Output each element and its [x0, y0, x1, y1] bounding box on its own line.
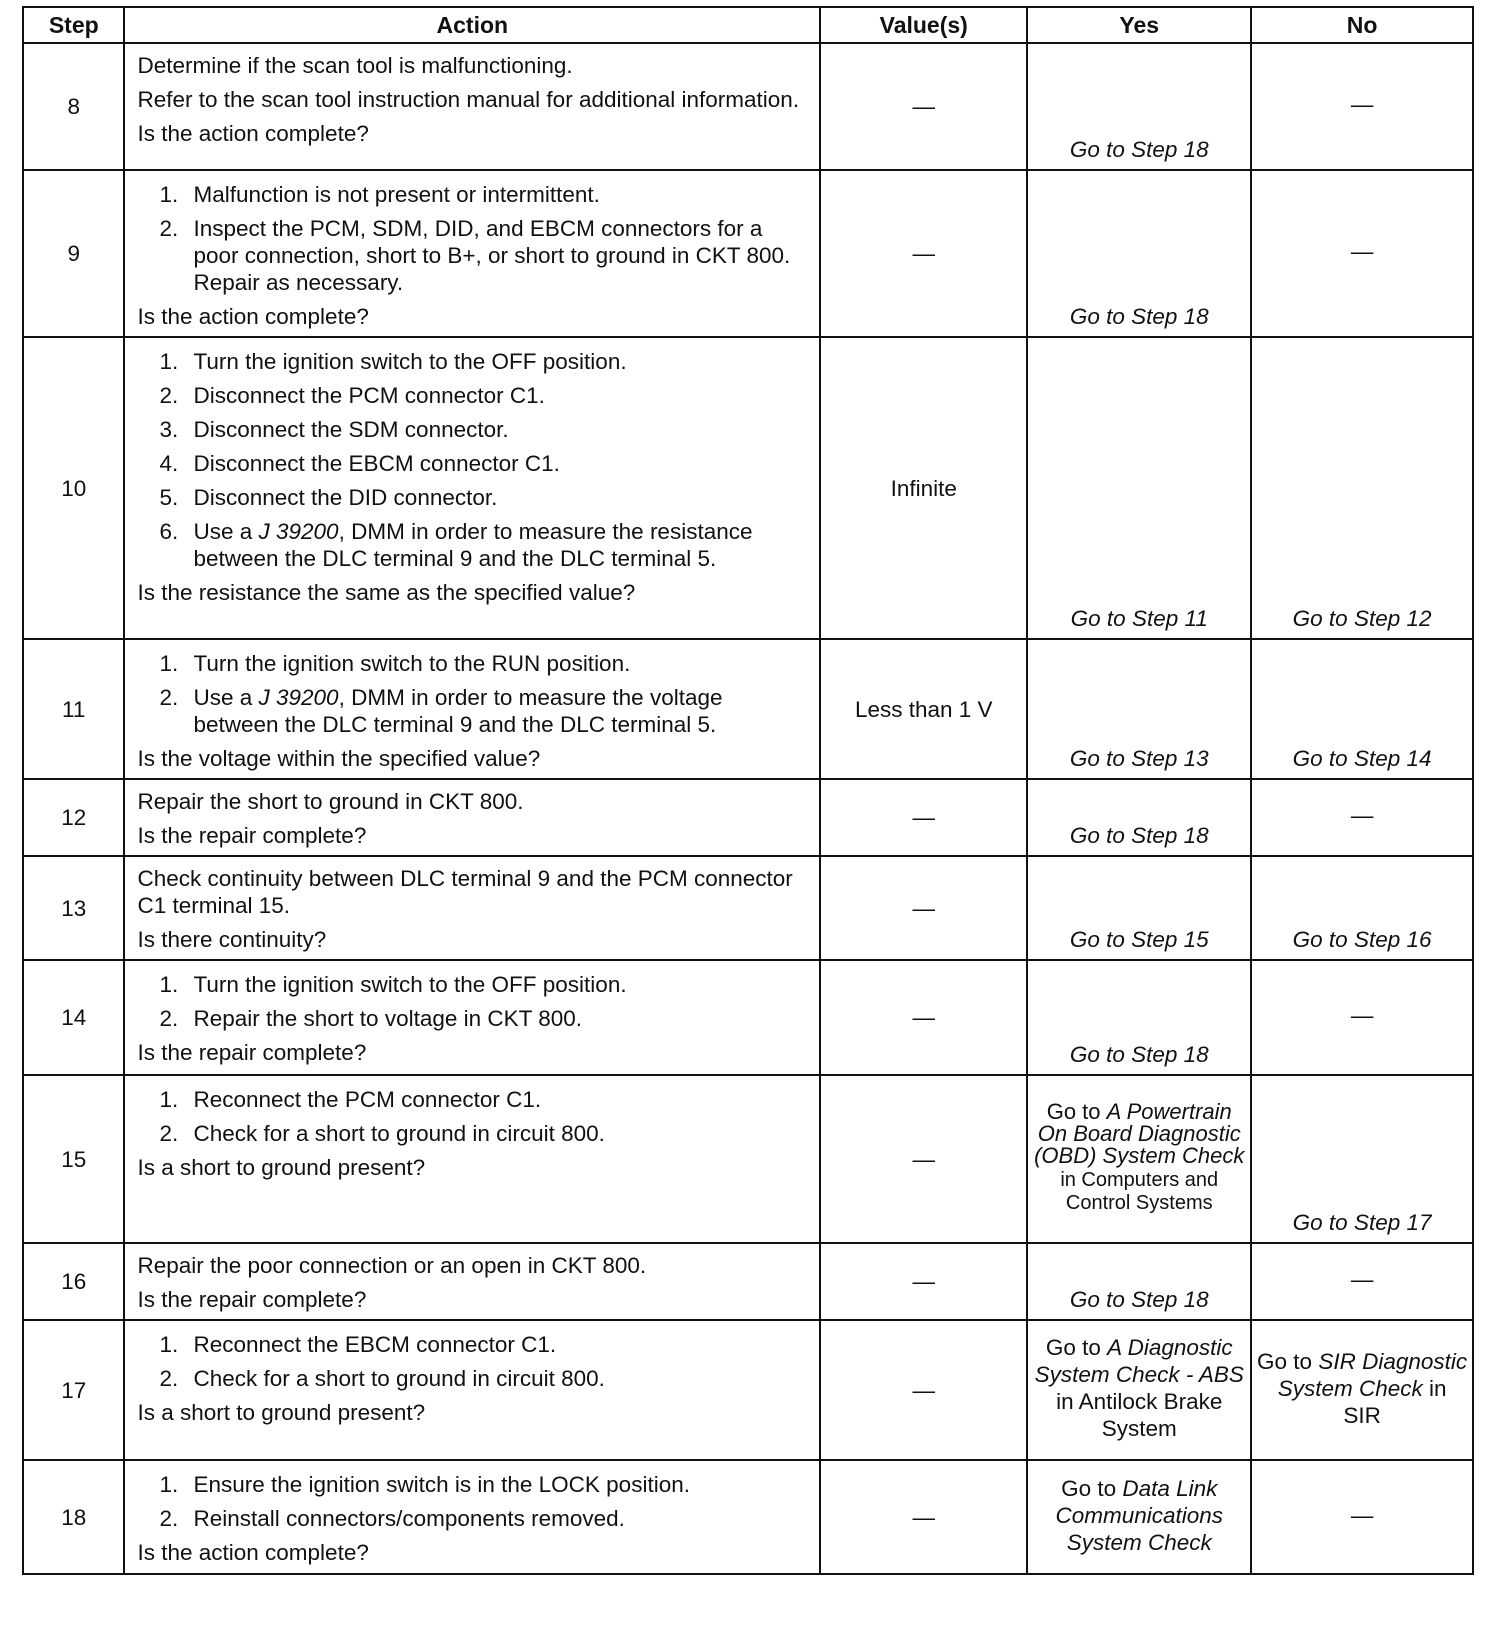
- step-number: 10: [23, 337, 124, 639]
- table-row: [23, 170, 1473, 337]
- action-cell: [124, 856, 820, 960]
- value-cell: —: [820, 1320, 1027, 1460]
- table-row: [23, 779, 1473, 856]
- step-number: 11: [23, 639, 124, 779]
- action-question: Is the voltage within the specified value?: [137, 746, 541, 771]
- table-row: [23, 43, 1473, 170]
- yes-cell: Go to Data Link Communications System Check: [1027, 1460, 1251, 1574]
- diagnostic-link[interactable]: A Powertrain On Board Diagnostic (OBD) System Check: [1034, 1098, 1245, 1168]
- no-cell: —: [1251, 43, 1473, 170]
- action-question: Is the action complete?: [137, 121, 369, 146]
- action-question: Is the repair complete?: [137, 1287, 367, 1312]
- step-header: Step: [23, 7, 124, 43]
- no-cell: —: [1251, 170, 1473, 337]
- diagnostic-link[interactable]: A Diagnostic System Check - ABS: [1034, 1335, 1244, 1387]
- action-cell: [124, 779, 820, 856]
- list-item: 1. Ensure the ignition switch is in the LOCK position.: [159, 1472, 690, 1497]
- action-question: Is there continuity?: [137, 927, 327, 952]
- yes-cell: Go to Step 18: [1027, 1243, 1251, 1320]
- value-cell: —: [820, 1243, 1027, 1320]
- list-item: 1. Reconnect the PCM connector C1.: [159, 1087, 542, 1112]
- table-row: [23, 960, 1473, 1075]
- action-question: Is the repair complete?: [137, 1040, 367, 1065]
- yes-cell: Go to Step 11: [1027, 337, 1251, 639]
- list-item: 4. Disconnect the EBCM connector C1.: [159, 451, 560, 476]
- table-row: [23, 1320, 1473, 1460]
- value-cell: —: [820, 1460, 1027, 1574]
- no-cell: —: [1251, 779, 1473, 856]
- no-cell: —: [1251, 1243, 1473, 1320]
- action-header: Action: [124, 7, 820, 43]
- yes-cell: Go to Step 18: [1027, 43, 1251, 170]
- table-row: [23, 1075, 1473, 1243]
- action-text: Check continuity between DLC terminal 9 and the PCM connector C1 terminal 15.: [137, 866, 793, 918]
- value-cell: —: [820, 170, 1027, 337]
- action-text: Repair the poor connection or an open in CKT 800.: [137, 1253, 647, 1278]
- step-number: 8: [23, 43, 124, 170]
- table-row: [23, 856, 1473, 960]
- value-cell: —: [820, 960, 1027, 1075]
- yes-cell: Go to Step 18: [1027, 960, 1251, 1075]
- action-question: Is a short to ground present?: [137, 1400, 426, 1425]
- no-header: No: [1251, 7, 1473, 43]
- diagnostic-link[interactable]: Data Link Communications System Check: [1055, 1475, 1224, 1555]
- action-cell: [124, 1460, 820, 1574]
- diagnostic-table: [22, 6, 1474, 1575]
- list-item: 1. Malfunction is not present or intermittent.: [159, 182, 600, 207]
- list-item: 1. Reconnect the EBCM connector C1.: [159, 1332, 557, 1357]
- action-cell: [124, 337, 820, 639]
- value-cell: —: [820, 856, 1027, 960]
- action-text: Refer to the scan tool instruction manual for additional information.: [137, 87, 800, 112]
- yes-cell: Go to Step 18: [1027, 779, 1251, 856]
- list-item: 2. Use a J 39200, DMM in order to measure the voltage between the DLC terminal 9 and the DLC terminal 5.: [159, 685, 723, 737]
- value-cell: —: [820, 1075, 1027, 1243]
- value-cell: —: [820, 43, 1027, 170]
- step-number: 18: [23, 1460, 124, 1574]
- diagnostic-link[interactable]: SIR Diagnostic System Check: [1277, 1348, 1468, 1401]
- action-cell: [124, 1075, 820, 1243]
- step-number: 15: [23, 1075, 124, 1243]
- list-item: 1. Turn the ignition switch to the OFF position.: [159, 972, 627, 997]
- step-number: 9: [23, 170, 124, 337]
- yes-cell: Go to Step 18: [1027, 170, 1251, 337]
- yes-cell: Go to A Powertrain On Board Diagnostic (OBD) System Check in Computers and Control Systems: [1027, 1075, 1251, 1243]
- tool-reference: J 39200: [258, 519, 339, 544]
- list-item: 6. Use a J 39200, DMM in order to measure the resistance between the DLC terminal 9 and the DLC terminal 5.: [159, 519, 753, 571]
- list-item: 2. Check for a short to ground in circuit 800.: [159, 1366, 605, 1391]
- action-text: Repair the short to ground in CKT 800.: [137, 789, 524, 814]
- action-question: Is the action complete?: [137, 304, 369, 329]
- list-item: 2. Check for a short to ground in circuit 800.: [159, 1121, 605, 1146]
- no-cell: Go to Step 16: [1251, 856, 1473, 960]
- action-cell: [124, 43, 820, 170]
- tool-reference: J 39200: [258, 685, 339, 710]
- table-row: [23, 639, 1473, 779]
- no-cell: —: [1251, 1460, 1473, 1574]
- list-item: 5. Disconnect the DID connector.: [159, 485, 498, 510]
- value-cell: Less than 1 V: [820, 639, 1027, 779]
- values-header: Value(s): [820, 7, 1027, 43]
- list-item: 2. Reinstall connectors/components removed.: [159, 1506, 625, 1531]
- yes-cell: Go to Step 15: [1027, 856, 1251, 960]
- list-item: 1. Turn the ignition switch to the RUN position.: [159, 651, 631, 676]
- list-item: 3. Disconnect the SDM connector.: [159, 417, 509, 442]
- no-cell: Go to Step 14: [1251, 639, 1473, 779]
- action-text: Determine if the scan tool is malfunctioning.: [137, 53, 573, 78]
- table-row: [23, 1460, 1473, 1574]
- no-cell: —: [1251, 960, 1473, 1075]
- value-cell: —: [820, 779, 1027, 856]
- no-cell: Go to SIR Diagnostic System Check in SIR: [1251, 1320, 1473, 1460]
- list-item: 2. Repair the short to voltage in CKT 800.: [159, 1006, 583, 1031]
- action-question: Is the resistance the same as the specified value?: [137, 580, 636, 605]
- action-cell: [124, 960, 820, 1075]
- action-question: Is the repair complete?: [137, 823, 367, 848]
- no-cell: Go to Step 12: [1251, 337, 1473, 639]
- step-number: 16: [23, 1243, 124, 1320]
- action-cell: [124, 170, 820, 337]
- action-question: Is a short to ground present?: [137, 1155, 426, 1180]
- step-number: 17: [23, 1320, 124, 1460]
- yes-cell: Go to A Diagnostic System Check - ABS in Antilock Brake System: [1027, 1320, 1251, 1460]
- no-cell: Go to Step 17: [1251, 1075, 1473, 1243]
- header-row: [23, 7, 1473, 43]
- step-number: 12: [23, 779, 124, 856]
- step-number: 13: [23, 856, 124, 960]
- list-item: 2. Inspect the PCM, SDM, DID, and EBCM connectors for a poor connection, short to B+, or short to ground in CKT 800. Repair as necessary.: [159, 216, 791, 295]
- yes-cell: Go to Step 13: [1027, 639, 1251, 779]
- value-cell: Infinite: [820, 337, 1027, 639]
- list-item: 1. Turn the ignition switch to the OFF position.: [159, 349, 627, 374]
- yes-header: Yes: [1027, 7, 1251, 43]
- table-row: [23, 1243, 1473, 1320]
- action-question: Is the action complete?: [137, 1540, 369, 1565]
- table-row: [23, 337, 1473, 639]
- list-item: 2. Disconnect the PCM connector C1.: [159, 383, 545, 408]
- action-cell: [124, 1320, 820, 1460]
- action-cell: [124, 639, 820, 779]
- step-number: 14: [23, 960, 124, 1075]
- action-cell: [124, 1243, 820, 1320]
